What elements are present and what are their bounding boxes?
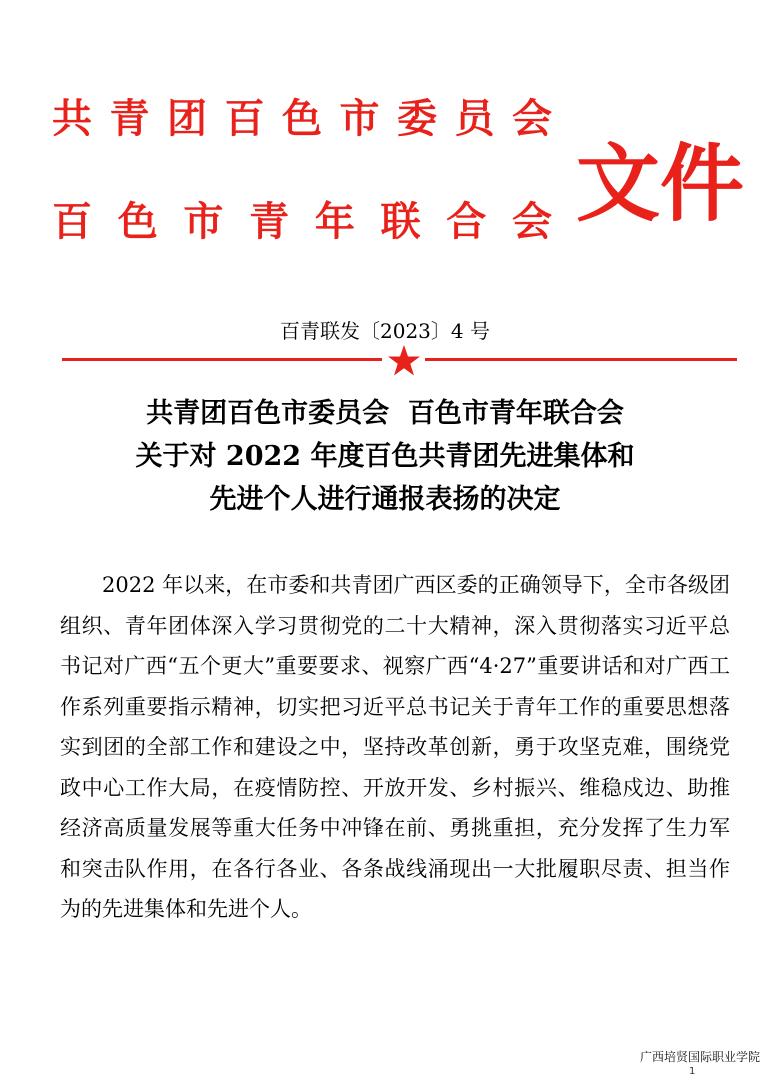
star-icon — [387, 344, 421, 378]
page-number: 1 — [689, 1066, 696, 1077]
title-line-2: 关于对 2022 年度百色共青团先进集体和 — [135, 441, 635, 472]
document-body — [60, 565, 730, 930]
body-paragraph-1: 2022 年以来，在市委和共青团广西区委的正确领导下，全市各级团组织、青年团体深入学习贯彻党的二十大精神，深入贯彻落实习近平总书记对广西“五个更大”重要要求、视察广西“4·27”重要讲话和对广西工作系列重要指示精神，切实把习近平总书记关于青年工作的重要思想落实到团的全部工作和建设之中，坚持改革创新，勇于攻坚克难，围绕党政中心工作大局，在疫情防控、开放开发、乡村振兴、维稳戍边、助推经济高质量发展等重大任务中冲锋在前、勇挑重担，充分发挥了生力军和突击队作用，在各行各业、各条战线涌现出一大批履职尽责、担当作为的先进集体和先进个人。 — [60, 573, 730, 921]
issuing-org-line-1: 共青团百色市委员会 — [52, 96, 552, 142]
institution-watermark: 广西培贤国际职业学院 — [639, 1050, 760, 1064]
red-separator-right — [425, 358, 737, 361]
title-line-3: 先进个人进行通报表扬的决定 — [209, 484, 561, 515]
document-title — [0, 392, 770, 521]
document-type-label: 文件 — [576, 135, 745, 233]
red-separator-left — [62, 358, 382, 361]
document-number: 百青联发〔2023〕4 号 — [280, 319, 490, 343]
issuing-org-line-2: 百色市青年联合会 — [52, 199, 552, 245]
title-line-1: 共青团百色市委员会 百色市青年联合会 — [146, 398, 624, 429]
